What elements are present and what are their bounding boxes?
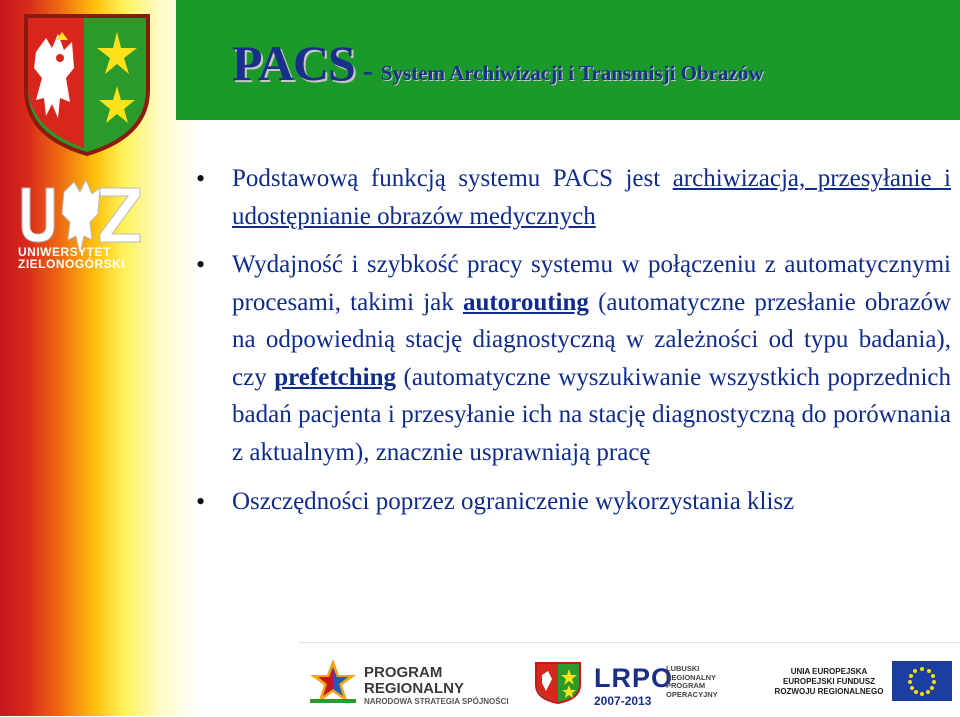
bullet-list (196, 160, 951, 521)
program-regionalny-logo-icon (306, 655, 360, 707)
term-prefetching: prefetching (274, 363, 396, 391)
bullet-2-text-c: (automatyczne wyszukiwanie wszystkich poprzednich badań pacjenta i przesyłanie ich na stację diagnostyczną do porównania z aktualnym), znacznie usprawniają pracę (232, 363, 951, 466)
lrpo-description (666, 665, 718, 699)
university-line1: UNIWERSYTET (18, 245, 111, 259)
bullet-3-text: Oszczędności poprzez ograniczenie wykorzystania klisz (232, 488, 795, 515)
lrpo-desc-line2: REGIONALNY (666, 672, 717, 682)
university-caption (18, 246, 144, 270)
coat-of-arms-icon (22, 12, 152, 158)
lrpo-text: LRPO (594, 663, 674, 693)
page-title (232, 34, 764, 92)
lrpo-crest-icon (534, 661, 582, 705)
title-main: PACS (232, 35, 355, 91)
footer-logos (298, 642, 960, 717)
term-autorouting: autorouting (462, 288, 589, 316)
bullet-2-text-b: (automatyczne przesłanie obrazów na odpowiednią stację diagnostyczną w zależności od typu badania), czy (232, 288, 951, 391)
title-subtitle: System Archiwizacji i Transmisji Obrazów (380, 61, 764, 85)
university-line2: ZIELONOGÓRSKI (18, 257, 126, 271)
bullet-2-text-a: Wydajność i szybkość pracy systemu w połączeniu z automatycznymi procesami, takimi jak (232, 251, 951, 316)
lrpo-desc-line1: LUBUSKI (666, 664, 700, 673)
eu-line2: EUROPEJSKI FUNDUSZ (782, 677, 875, 686)
program-line2: REGIONALNY (364, 680, 465, 697)
program-strategy-text: NARODOWA STRATEGIA SPÓJNOŚCI (364, 697, 509, 706)
lrpo-desc-line3: PROGRAM (666, 681, 706, 690)
program-line1: PROGRAM (364, 664, 443, 681)
bullet-item-performance (196, 246, 951, 471)
bullet-1-underlined: archiwizacja, przesyłanie i udostępnianie obrazów medycznych (232, 165, 952, 230)
program-regionalny-text (364, 665, 464, 697)
eu-text (754, 667, 904, 697)
eu-line1: UNIA EUROPEJSKA (790, 667, 868, 676)
eu-line3: ROZWOJU REGIONALNEGO (774, 687, 884, 696)
title-dash: - (362, 54, 373, 87)
bullet-1-text: Podstawową funkcją systemu PACS jest (232, 165, 673, 192)
lrpo-desc-line4: OPERACYJNY (666, 689, 718, 699)
lrpo-year: 2007-2013 (594, 694, 652, 708)
eu-flag-icon (892, 661, 952, 701)
bullet-item-savings (196, 483, 951, 521)
bullet-item-archiving (196, 160, 951, 235)
